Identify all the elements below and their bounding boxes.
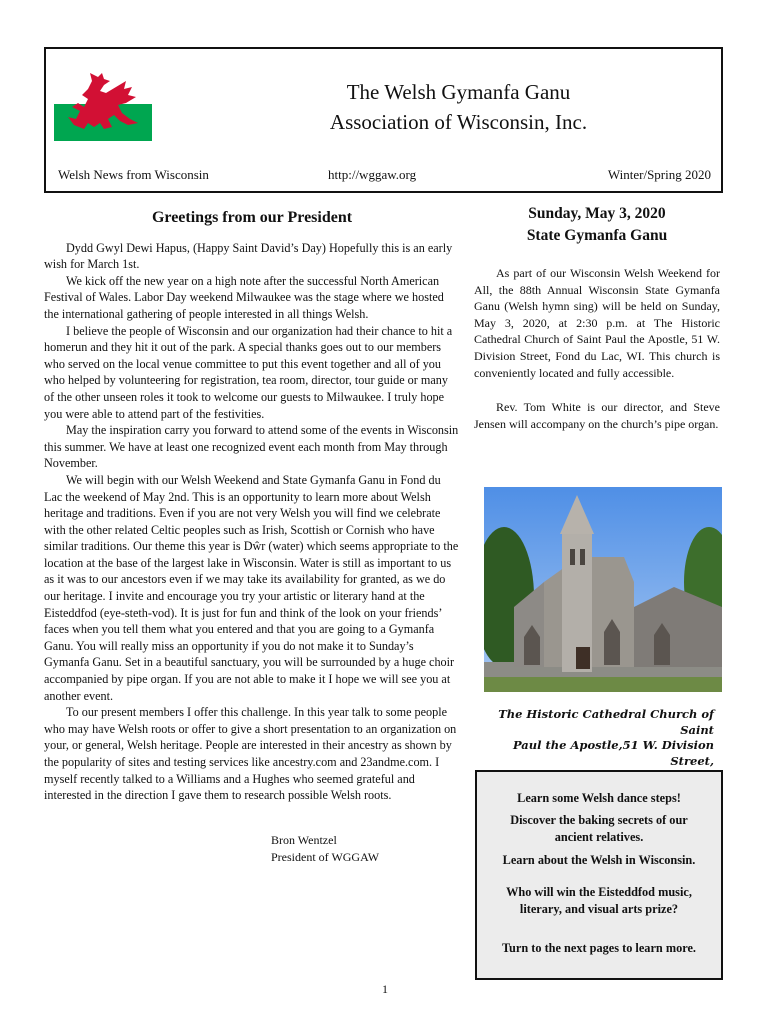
event-body bbox=[474, 265, 720, 432]
president-greeting-column bbox=[44, 210, 460, 866]
cathedral-image-icon bbox=[484, 487, 722, 692]
promo-line-eisteddfod-a: Who will win the Eisteddfod music, bbox=[506, 885, 692, 899]
greeting-paragraph: Dydd Gwyl Dewi Hapus, (Happy Saint David’s Day) Hopefully this is an early wish for March 1st. bbox=[44, 240, 453, 272]
title-line-1: The Welsh Gymanfa Ganu bbox=[346, 80, 571, 104]
event-paragraph: As part of our Wisconsin Welsh Weekend for All, the 88th Annual Wisconsin State Gymanfa Ganu (Welsh hymn sing) will be held on Sunday, May 3, 2020, at 2:30 p.m. at The Historic Cathedral Church of Saint Paul the Apostle, 51 W. Division Street, Fond du Lac, WI. This church is conveniently located and fully accessible. bbox=[474, 266, 720, 380]
signature-title: President of WGGAW bbox=[271, 849, 380, 864]
greeting-heading: Greetings from our President bbox=[151, 209, 353, 226]
promo-box bbox=[475, 770, 723, 980]
greeting-paragraph: We will begin with our Welsh Weekend and State Gymanfa Ganu in Fond du Lac the weekend of May 2nd. This is an opportunity to learn more about Welsh heritage and traditions. Even if you are not very Welsh you will find we celebrate with the other related Celtic peoples such as Irish, Scottish or Cornish who have similar traditions. Our theme this year is Dŵr (water) which seems appropriate to the location at the base of the largest lake in Wisconsin. Water is still as important to us as it was to our ancestors even if we may take its availability for granted, as we do our heritage. I invite and encourage you try your artistic or literary hand at the Eisteddfod (eye-steth-vod). It is just for fun and think of the look on your friends’ faces when you tell them what you entered and that you are going to a Gymanfa Ganu. You will really miss an opportunity if you do not make it to Sunday’s Gymanfa Ganu. Set in a beautiful sanctuary, you will be surrounded by a huge choir accompanied by pipe organ. If you are not able to make it I hope we will see you at another event. bbox=[44, 472, 459, 703]
caption-line: The Historic Cathedral Church of Saint bbox=[498, 707, 714, 737]
newsletter-title bbox=[226, 77, 691, 137]
greeting-paragraph: May the inspiration carry you forward to attend some of the events in Wisconsin this summer. We have at least one recognized event each month from May through November. bbox=[44, 423, 459, 471]
promo-line-dance: Learn some Welsh dance steps! bbox=[517, 791, 681, 805]
masthead bbox=[44, 47, 723, 193]
page-number: 1 bbox=[382, 982, 388, 996]
event-column bbox=[474, 203, 720, 432]
welsh-flag-icon bbox=[54, 67, 152, 141]
website-link[interactable]: http://wggaw.org bbox=[328, 167, 417, 182]
issue-date: Winter/Spring 2020 bbox=[607, 167, 711, 182]
event-name: State Gymanfa Ganu bbox=[526, 227, 668, 244]
signature-block bbox=[271, 832, 460, 866]
cathedral-photo bbox=[484, 487, 722, 692]
signature-name: Bron Wentzel bbox=[271, 832, 337, 847]
publication-name: Welsh News from Wisconsin bbox=[58, 167, 209, 182]
greeting-paragraph: I believe the people of Wisconsin and our organization had their chance to hit a homerun and they hit it out of the park. A special thanks goes out to our members who served on the local venue committee to put this event together and all of you who helped by volunteering for registration, tea room, director, tour guide or many of the other unseen roles it took to welcome our guests to Milwaukee. I truly hope you were able to attend part of the festivities. bbox=[44, 323, 453, 421]
promo-line-next-pages: Turn to the next pages to learn more. bbox=[501, 941, 696, 955]
event-heading bbox=[474, 203, 720, 247]
promo-line-baking-b: ancient relatives. bbox=[554, 830, 644, 844]
event-date: Sunday, May 3, 2020 bbox=[528, 205, 666, 222]
promo-line-eisteddfod-b: literary, and visual arts prize? bbox=[519, 902, 679, 916]
caption-line: Paul the Apostle,51 W. Division Street, bbox=[512, 738, 714, 768]
event-paragraph: Rev. Tom White is our director, and Steve Jensen will accompany on the church’s pipe organ. bbox=[474, 400, 720, 431]
promo-line-welsh-wisconsin: Learn about the Welsh in Wisconsin. bbox=[502, 853, 696, 867]
title-line-2: Association of Wisconsin, Inc. bbox=[329, 110, 588, 134]
greeting-paragraph: We kick off the new year on a high note after the successful North American Festival of Wales. Labor Day weekend Milwaukee was the stage where we hosted the international gathering of people interested in all things Welsh. bbox=[44, 273, 444, 321]
promo-line-baking-a: Discover the baking secrets of our bbox=[510, 813, 688, 827]
greeting-paragraph: To our present members I offer this challenge. In this year talk to some people who may have Welsh roots or offer to give a short presentation to an organization on your, or general, Welsh heritage. People are interested in their ancestry as shown by the popularity of sites and testing services like ancestry.com and 23andme.com. I myself recently talked to a Williams and a Hughes who seemed grateful and interested in the direction I gave them to research possible Welsh roots. bbox=[44, 705, 457, 803]
